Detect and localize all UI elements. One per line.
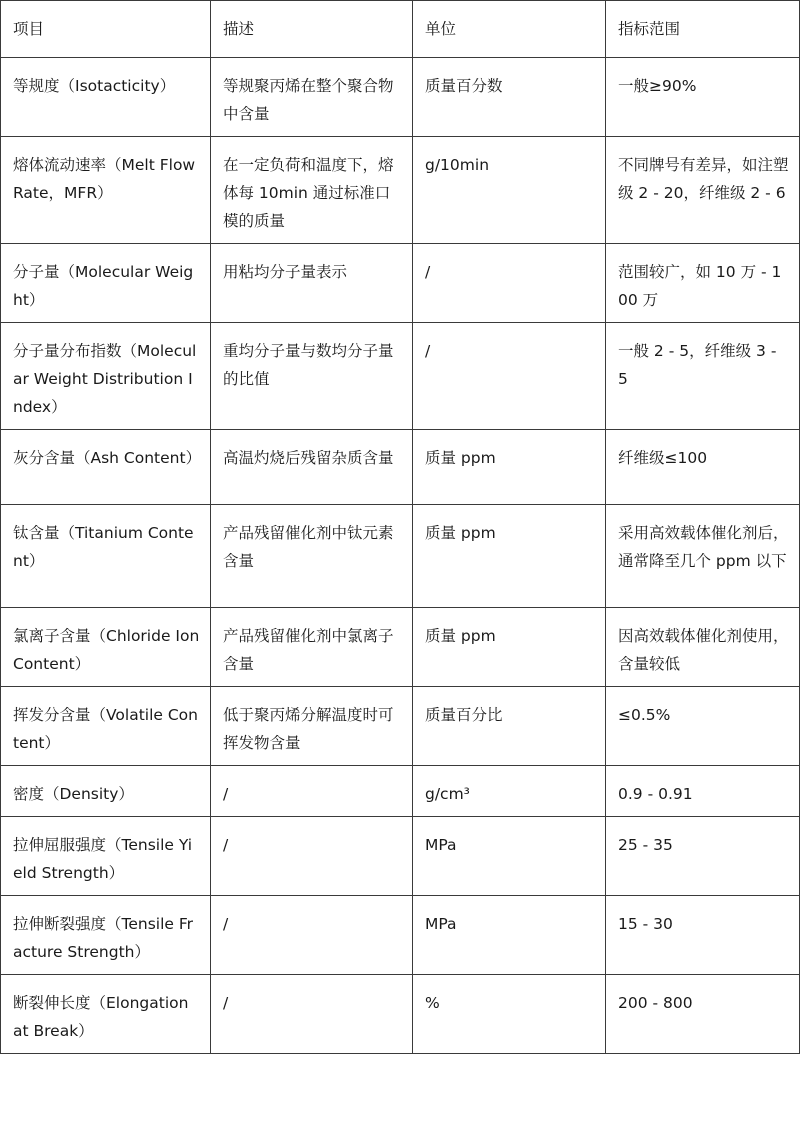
cell-unit: g/cm³ — [413, 766, 606, 817]
cell-description: 用粘均分子量表示 — [211, 244, 413, 323]
table-header-row — [1, 1, 800, 58]
cell-item: 分子量（Molecular Weight） — [1, 244, 211, 323]
cell-description: / — [211, 975, 413, 1054]
cell-item: 拉伸屈服强度（Tensile Yield Strength） — [1, 817, 211, 896]
cell-range: 因高效载体催化剂使用，含量较低 — [606, 608, 800, 687]
cell-unit: / — [413, 244, 606, 323]
cell-range: 一般≥90% — [606, 58, 800, 137]
cell-description: / — [211, 896, 413, 975]
cell-range: 纤维级≤100 — [606, 430, 800, 505]
cell-item: 灰分含量（Ash Content） — [1, 430, 211, 505]
cell-range: 不同牌号有差异，如注塑级 2 - 20，纤维级 2 - 6 — [606, 137, 800, 244]
cell-item: 熔体流动速率（Melt Flow Rate，MFR） — [1, 137, 211, 244]
table-row — [1, 766, 800, 817]
cell-description: 产品残留催化剂中氯离子含量 — [211, 608, 413, 687]
table-row — [1, 975, 800, 1054]
cell-range: 一般 2 - 5，纤维级 3 - 5 — [606, 323, 800, 430]
cell-description: 低于聚丙烯分解温度时可挥发物含量 — [211, 687, 413, 766]
cell-unit: 质量 ppm — [413, 608, 606, 687]
cell-range: 范围较广，如 10 万 - 100 万 — [606, 244, 800, 323]
cell-description: / — [211, 817, 413, 896]
table-row — [1, 137, 800, 244]
table-row — [1, 430, 800, 505]
cell-item: 密度（Density） — [1, 766, 211, 817]
cell-unit: / — [413, 323, 606, 430]
cell-item: 氯离子含量（Chloride Ion Content） — [1, 608, 211, 687]
cell-unit: 质量 ppm — [413, 430, 606, 505]
table-row — [1, 58, 800, 137]
cell-description: / — [211, 766, 413, 817]
table-row — [1, 896, 800, 975]
cell-unit: g/10min — [413, 137, 606, 244]
header-item: 项目 — [1, 1, 211, 58]
cell-unit: % — [413, 975, 606, 1054]
header-unit: 单位 — [413, 1, 606, 58]
cell-range: ≤0.5% — [606, 687, 800, 766]
cell-unit: MPa — [413, 817, 606, 896]
cell-description: 重均分子量与数均分子量的比值 — [211, 323, 413, 430]
cell-description: 产品残留催化剂中钛元素含量 — [211, 505, 413, 608]
cell-unit: MPa — [413, 896, 606, 975]
cell-range: 200 - 800 — [606, 975, 800, 1054]
cell-item: 等规度（Isotacticity） — [1, 58, 211, 137]
table-row — [1, 608, 800, 687]
cell-item: 断裂伸长度（Elongation at Break） — [1, 975, 211, 1054]
cell-unit: 质量百分数 — [413, 58, 606, 137]
cell-range: 15 - 30 — [606, 896, 800, 975]
header-description: 描述 — [211, 1, 413, 58]
table-row — [1, 505, 800, 608]
cell-unit: 质量 ppm — [413, 505, 606, 608]
cell-item: 钛含量（Titanium Content） — [1, 505, 211, 608]
table-row — [1, 244, 800, 323]
cell-item: 拉伸断裂强度（Tensile Fracture Strength） — [1, 896, 211, 975]
table-row — [1, 323, 800, 430]
cell-item: 挥发分含量（Volatile Content） — [1, 687, 211, 766]
table-row — [1, 817, 800, 896]
cell-description: 高温灼烧后残留杂质含量 — [211, 430, 413, 505]
cell-description: 等规聚丙烯在整个聚合物中含量 — [211, 58, 413, 137]
cell-range: 25 - 35 — [606, 817, 800, 896]
cell-range: 采用高效载体催化剂后，通常降至几个 ppm 以下 — [606, 505, 800, 608]
cell-description: 在一定负荷和温度下，熔体每 10min 通过标准口模的质量 — [211, 137, 413, 244]
table-row — [1, 687, 800, 766]
header-range: 指标范围 — [606, 1, 800, 58]
cell-unit: 质量百分比 — [413, 687, 606, 766]
cell-item: 分子量分布指数（Molecular Weight Distribution Index） — [1, 323, 211, 430]
cell-range: 0.9 - 0.91 — [606, 766, 800, 817]
